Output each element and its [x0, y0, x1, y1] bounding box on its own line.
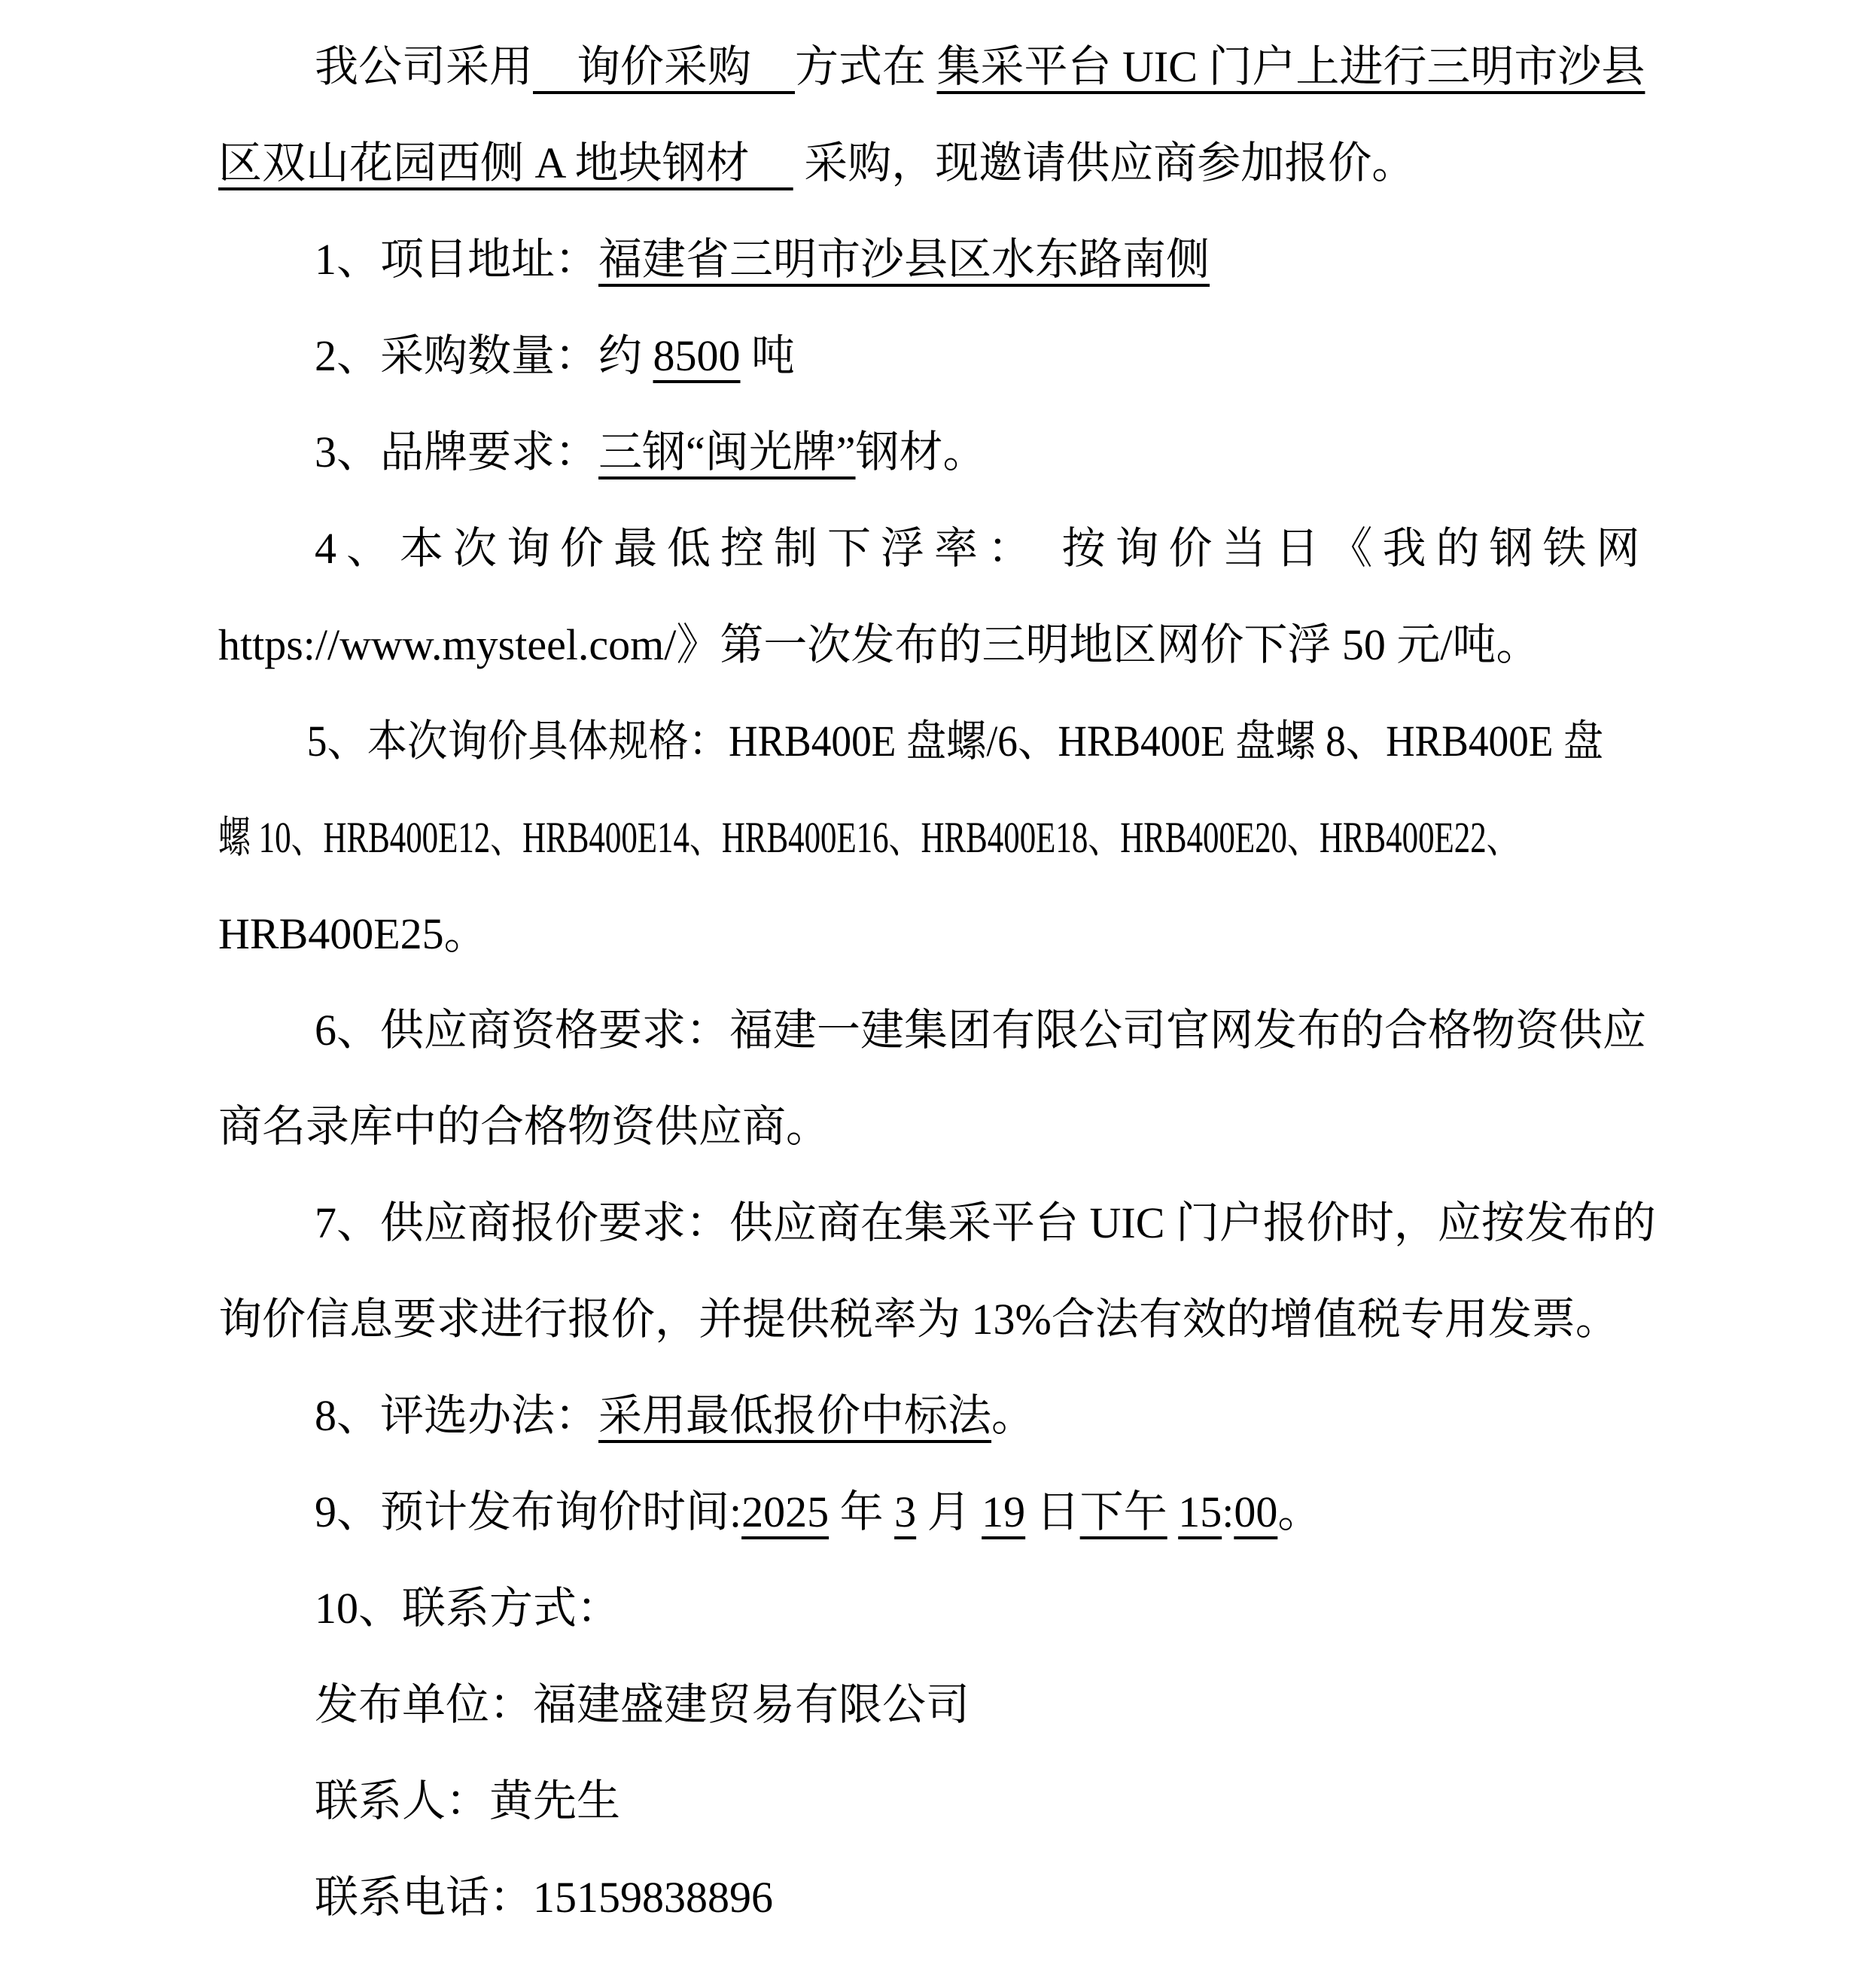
- text-segment: 我公司采用: [315, 42, 534, 91]
- text-segment: 。: [1277, 1487, 1322, 1536]
- text-segment: 。: [991, 1391, 1036, 1440]
- text-segment: 9、预计发布询价时间:: [315, 1487, 742, 1536]
- text-line-18: [218, 1657, 1656, 1753]
- underlined-text: 三钢“闽光牌”: [598, 428, 856, 476]
- underlined-text: 询价采购: [533, 42, 796, 91]
- underlined-text: 下午: [1079, 1487, 1167, 1536]
- text-line-15: [218, 1368, 1656, 1464]
- text-line-12: [218, 1079, 1656, 1175]
- text-segment: [1167, 1487, 1179, 1536]
- text-line-3: [218, 212, 1656, 308]
- text-segment: 螺 10、HRB400E12、HRB400E14、HRB400E16、HRB400E18、HRB400E20、HRB400E22、: [218, 813, 1519, 862]
- text-line-1: [218, 19, 1656, 115]
- text-segment: :: [1222, 1487, 1234, 1536]
- text-segment: 1、项目地址：: [315, 235, 599, 284]
- text-segment: 年: [829, 1487, 895, 1536]
- text-line-14: [218, 1271, 1656, 1368]
- text-segment: 采购，现邀请供应商参加报价。: [793, 139, 1416, 187]
- text-segment: 钢材。: [855, 428, 987, 476]
- text-line-2: [218, 115, 1656, 212]
- text-segment: 发布单位：福建盛建贸易有限公司: [315, 1680, 970, 1729]
- text-segment: https://www.mysteel.com/》第一次发布的三明地区网价下浮 50 元/吨。: [218, 620, 1540, 669]
- underlined-text: 3: [894, 1487, 917, 1536]
- underlined-text: 采用最低报价中标法: [598, 1391, 992, 1440]
- text-line-20: [218, 1849, 1656, 1946]
- text-segment: 4、本次询价最低控制下浮率： 按询价当日《我的钢铁网: [315, 524, 1650, 573]
- underlined-text: 福建省三明市沙县区水东路南侧: [598, 235, 1210, 284]
- text-segment: 询价信息要求进行报价，并提供税率为 13%合法有效的增值税专用发票。: [218, 1295, 1619, 1344]
- text-line-4: [218, 308, 1656, 404]
- text-line-7: [218, 597, 1656, 693]
- text-line-16: [218, 1464, 1656, 1560]
- text-line-8: [218, 693, 1604, 790]
- text-segment: 5、本次询价具体规格：HRB400E 盘螺/6、HRB400E 盘螺 8、HRB400E 盘: [306, 717, 1604, 766]
- text-segment: 吨: [740, 331, 796, 380]
- text-segment: HRB400E25。: [218, 909, 488, 958]
- text-line-6: [218, 501, 1656, 597]
- underlined-text: 00: [1234, 1487, 1278, 1536]
- text-line-11: [218, 982, 1656, 1079]
- text-line-17: [218, 1560, 1656, 1657]
- text-segment: 2、采购数量：约: [315, 331, 653, 380]
- text-segment: 商名录库中的合格物资供应商。: [218, 1102, 830, 1151]
- text-segment: 8、评选办法：: [315, 1391, 599, 1440]
- text-segment: 月: [916, 1487, 982, 1536]
- text-segment: 方式在: [795, 42, 937, 91]
- underlined-text: 19: [982, 1487, 1026, 1536]
- text-line-13: [218, 1175, 1656, 1271]
- text-segment: 6、供应商资格要求：福建一建集团有限公司官网发布的合格物资供应: [315, 1006, 1647, 1055]
- text-line-19: [218, 1753, 1656, 1849]
- text-segment: 10、联系方式：: [315, 1584, 621, 1633]
- underlined-text: 8500: [653, 331, 741, 380]
- text-line-10: [218, 886, 1656, 982]
- text-segment: 联系人：黄先生: [315, 1776, 621, 1825]
- text-segment: 日: [1025, 1487, 1080, 1536]
- text-line-5: [218, 404, 1656, 501]
- underlined-text: 集采平台 UIC 门户上进行三明市沙县: [936, 42, 1645, 91]
- text-segment: 3、品牌要求：: [315, 428, 599, 476]
- text-segment: 联系电话：15159838896: [315, 1873, 774, 1922]
- text-segment: 7、供应商报价要求：供应商在集采平台 UIC 门户报价时，应按发布的: [315, 1198, 1656, 1247]
- underlined-text: 区双山花园西侧 A 地块钢材: [218, 139, 793, 187]
- underlined-text: 15: [1178, 1487, 1222, 1536]
- underlined-text: 2025: [741, 1487, 830, 1536]
- text-line-9: [218, 790, 1519, 886]
